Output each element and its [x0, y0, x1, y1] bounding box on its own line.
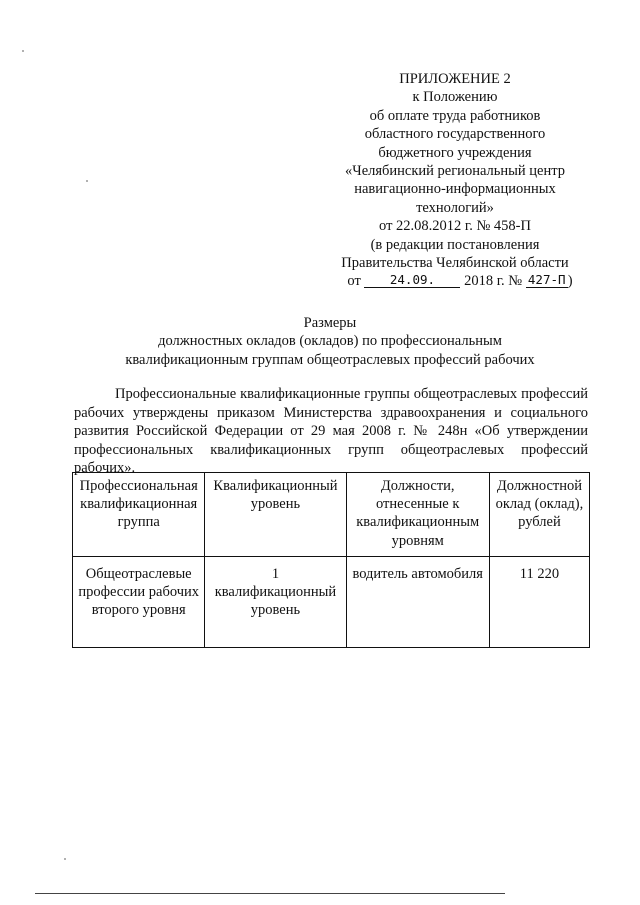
appendix-line: технологий»	[416, 199, 494, 216]
appendix-line: Правительства Челябинской области	[341, 255, 569, 272]
appendix-line: об оплате труда работников	[369, 107, 541, 124]
year-label: 2018 г. №	[464, 273, 523, 290]
document-title	[70, 314, 590, 369]
table-cell: водитель автомобиля	[346, 556, 489, 647]
appendix-line: от 22.08.2012 г. № 458-П	[379, 218, 531, 235]
salary-table	[72, 472, 590, 648]
appendix-line: «Челябинский региональный центр	[345, 163, 565, 180]
appendix-line: бюджетного учреждения	[378, 144, 532, 161]
appendix-header	[320, 70, 590, 291]
scan-edge-line	[35, 893, 505, 894]
table-header-row	[73, 473, 590, 557]
scan-speck	[22, 50, 24, 52]
column-header: Должности, отнесенные к квалификационным уровням	[346, 473, 489, 557]
appendix-title: ПРИЛОЖЕНИЕ 2	[399, 71, 511, 87]
appendix-line: навигационно-информационных	[354, 181, 556, 198]
appendix-line: к Положению	[412, 89, 498, 106]
from-label: от	[347, 273, 361, 290]
title-line: Размеры	[303, 315, 357, 331]
scan-speck	[64, 858, 66, 860]
column-header: Должностной оклад (оклад), рублей	[489, 473, 589, 557]
title-line: должностных окладов (окладов) по профессиональным	[158, 333, 502, 350]
column-header: Профессиональная квалификационная группа	[73, 473, 205, 557]
scan-speck	[86, 180, 88, 182]
appendix-line: областного государственного	[364, 126, 546, 143]
table-cell: 1 квалификационный уровень	[205, 556, 346, 647]
table-cell: 11 220	[489, 556, 589, 647]
column-header: Квалификационный уровень	[205, 473, 346, 557]
title-line: квалификационным группам общеотраслевых профессий рабочих	[125, 351, 535, 368]
table-row	[73, 556, 590, 647]
appendix-line: (в редакции постановления	[370, 236, 540, 253]
close-paren: )	[567, 273, 573, 290]
table-cell: Общеотраслевые профессии рабочих второго уровня	[73, 556, 205, 647]
intro-paragraph: Профессиональные квалификационные группы общеотраслевых профессий рабочих утверждены приказом Министерства здравоохранения и социального развития Российской Федерации от 29 мая 2008 г. № 248н «Об утверждении профессиональных квалификационных групп общеотраслевых профессий рабочих».	[74, 386, 588, 477]
resolution-number-field: 427-П	[526, 273, 568, 288]
resolution-date-line	[330, 272, 590, 290]
resolution-date-field: 24.09.	[364, 273, 460, 288]
